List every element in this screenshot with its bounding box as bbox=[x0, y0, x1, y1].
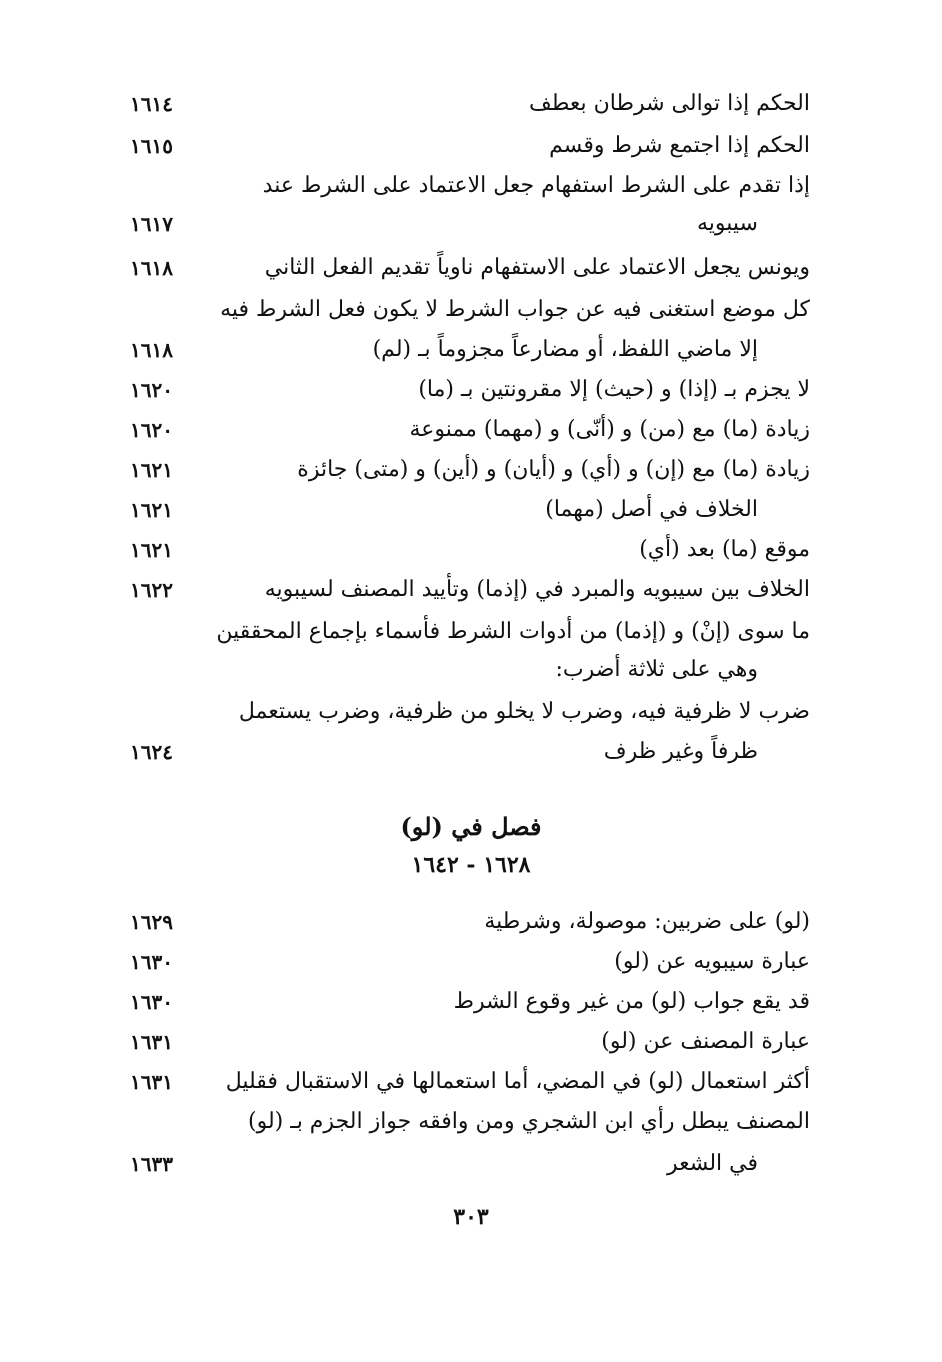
entry-page-number: ١٦٢١ bbox=[130, 538, 173, 562]
entry-text: لا يجزم بـ (إذا) و (حيث) إلا مقرونتين بـ (ما) bbox=[418, 377, 810, 402]
entry-text: ضرب لا ظرفية فيه، وضرب لا يخلو من ظرفية، وضرب يستعمل bbox=[238, 699, 810, 724]
entry-page-number: ١٦٢٢ bbox=[130, 578, 173, 602]
entry-page-number: ١٦٢٠ bbox=[130, 378, 173, 402]
entry-text: الحكم إذا اجتمع شرط وقسم bbox=[549, 133, 810, 158]
entry-page-number: ١٦١٤ bbox=[130, 92, 173, 116]
index-entry bbox=[120, 248, 810, 288]
index-entry bbox=[120, 902, 810, 942]
entry-text: أكثر استعمال (لو) في المضي، أما استعمالها في الاستقبال فقليل bbox=[225, 1069, 810, 1094]
index-entry bbox=[120, 1102, 810, 1142]
entry-text: الخلاف بين سيبويه والمبرد في (إذما) وتأييد المصنف لسيبويه bbox=[264, 577, 810, 602]
entry-text: وهي على ثلاثة أضرب: bbox=[555, 657, 758, 682]
entry-text: عبارة سيبويه عن (لو) bbox=[614, 949, 810, 974]
section-page-range: ١٦٢٨ - ١٦٤٢ bbox=[411, 852, 531, 878]
entry-text: إلا ماضي اللفظ، أو مضارعاً مجزوماً بـ (لم) bbox=[372, 337, 758, 362]
index-entry bbox=[120, 84, 810, 124]
index-entry bbox=[120, 450, 810, 490]
entry-page-number: ١٦٣٣ bbox=[130, 1152, 173, 1176]
index-entry bbox=[120, 126, 810, 166]
entry-page-number: ١٦٢٩ bbox=[130, 910, 173, 934]
index-entry bbox=[120, 410, 810, 450]
entry-text: ظرفاً وغير ظرف bbox=[603, 739, 758, 764]
index-entry-continuation bbox=[120, 1144, 810, 1184]
entry-text: (لو) على ضربين: موصولة، وشرطية bbox=[484, 909, 810, 934]
entry-text: موقع (ما) بعد (أي) bbox=[639, 537, 810, 562]
entry-page-number: ١٦١٨ bbox=[130, 338, 173, 362]
page-number: ٣٠٣ bbox=[453, 1204, 489, 1230]
entry-text: في الشعر bbox=[666, 1151, 758, 1176]
entry-page-number: ١٦٢١ bbox=[130, 458, 173, 482]
index-entry bbox=[120, 530, 810, 570]
entry-page-number: ١٦٢١ bbox=[130, 498, 173, 522]
entry-page-number: ١٦٣١ bbox=[130, 1070, 173, 1094]
index-entry-continuation bbox=[120, 732, 810, 772]
index-entry bbox=[120, 290, 810, 330]
index-entry bbox=[120, 692, 810, 732]
entry-page-number: ١٦٣٠ bbox=[130, 950, 173, 974]
entry-text: سيبويه bbox=[697, 211, 758, 236]
entry-page-number: ١٦١٧ bbox=[130, 212, 173, 236]
entry-text: عبارة المصنف عن (لو) bbox=[601, 1029, 810, 1054]
index-entry bbox=[120, 612, 810, 652]
entry-page-number: ١٦٢٠ bbox=[130, 418, 173, 442]
entry-text: الحكم إذا توالى شرطان بعطف bbox=[529, 91, 810, 116]
entry-text: ما سوى (إنْ) و (إذما) من أدوات الشرط فأسماء بإجماع المحققين bbox=[216, 619, 810, 644]
entry-page-number: ١٦٣٠ bbox=[130, 990, 173, 1014]
index-entry-continuation bbox=[120, 650, 810, 690]
entry-text: الخلاف في أصل (مهما) bbox=[545, 497, 758, 522]
entry-text: قد يقع جواب (لو) من غير وقوع الشرط bbox=[453, 989, 810, 1014]
entry-page-number: ١٦٣١ bbox=[130, 1030, 173, 1054]
index-entry bbox=[120, 166, 810, 206]
entry-text: زيادة (ما) مع (من) و (أنّى) و (مهما) ممنوعة bbox=[409, 417, 810, 442]
index-entry bbox=[120, 1062, 810, 1102]
index-entry bbox=[120, 570, 810, 610]
index-entry-continuation bbox=[120, 490, 810, 530]
entry-text: ويونس يجعل الاعتماد على الاستفهام ناوياً تقديم الفعل الثاني bbox=[264, 255, 810, 280]
entry-text: المصنف يبطل رأي ابن الشجري ومن وافقه جواز الجزم بـ (لو) bbox=[248, 1109, 810, 1134]
entry-page-number: ١٦١٥ bbox=[130, 134, 173, 158]
entry-text: إذا تقدم على الشرط استفهام جعل الاعتماد على الشرط عند bbox=[262, 173, 810, 198]
entry-page-number: ١٦٢٤ bbox=[130, 740, 173, 764]
index-entry bbox=[120, 370, 810, 410]
index-entry-continuation bbox=[120, 330, 810, 370]
entry-text: كل موضع استغنى فيه عن جواب الشرط لا يكون فعل الشرط فيه bbox=[220, 297, 810, 322]
index-entry-continuation bbox=[120, 204, 810, 244]
entry-page-number: ١٦١٨ bbox=[130, 256, 173, 280]
index-entry bbox=[120, 982, 810, 1022]
entry-text: زيادة (ما) مع (إن) و (أي) و (أيان) و (أين) و (متى) جائزة bbox=[297, 457, 810, 482]
section-title: فصل في (لو) bbox=[400, 812, 542, 841]
index-entry bbox=[120, 1022, 810, 1062]
index-entry bbox=[120, 942, 810, 982]
